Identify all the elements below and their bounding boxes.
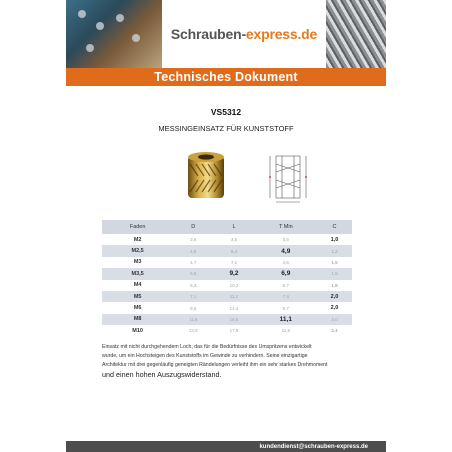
cell-c: 1,0 (330, 236, 339, 243)
cell-c: 1,5 (331, 259, 338, 265)
table-row (102, 302, 352, 313)
title-bar (66, 68, 386, 86)
table-row (102, 314, 352, 325)
description-line: Einsatz mit nicht durchgehendem Loch, das für die Bedürfnisse des Umspritzens entwickelt (102, 344, 312, 350)
support-email-link[interactable]: kundendienst@schrauben-express.de (259, 443, 368, 450)
header (66, 0, 386, 68)
description-line: Architektur mit drei gegenläufig geneigten Rändelungen verleiht ihm ein sehr starkes Drehmoment (102, 362, 328, 368)
cell-c: 3,0 (317, 314, 352, 325)
table-header-row (102, 220, 352, 234)
document-subtitle: MESSINGEINSATZ FÜR KUNSTSTOFF (158, 124, 294, 133)
cell-t: 4,6 (282, 259, 289, 265)
brand-main-text: Schrauben- (170, 26, 246, 42)
footer (66, 441, 386, 452)
brass-insert-photo (182, 150, 230, 202)
cell-c: 2,0 (330, 305, 339, 312)
header-faden: Faden (102, 220, 173, 234)
cell-t: 6,7 (282, 282, 289, 288)
table-row (102, 257, 352, 268)
cell-l: 11,2 (213, 291, 254, 302)
table-row (102, 325, 352, 336)
cell-l: 9,2 (213, 268, 254, 279)
cell-faden: M2 (133, 236, 142, 243)
table-row (102, 291, 352, 302)
technical-drawing (262, 150, 316, 204)
cell-faden: M6 (133, 305, 142, 312)
cell-d: 4,7 (190, 259, 197, 265)
cell-t: 11,1 (255, 314, 317, 325)
table-row (102, 245, 352, 256)
cell-l: 7,1 (230, 259, 238, 265)
cell-faden: M4 (133, 282, 142, 289)
cell-faden: M10 (132, 327, 143, 334)
cell-l: 17,9 (229, 328, 239, 334)
table-row (102, 280, 352, 291)
cell-t: 4,9 (255, 245, 317, 256)
table-row (102, 268, 352, 279)
cell-d: 13,6 (188, 328, 198, 334)
cell-l: 16,5 (213, 314, 254, 325)
cell-faden: M5 (102, 291, 173, 302)
cell-faden: M8 (102, 314, 173, 325)
cell-t: 3,5 (282, 237, 289, 243)
cell-d: 8,6 (190, 305, 197, 311)
cell-t: 9,7 (282, 305, 289, 311)
brand-logo[interactable] (162, 0, 326, 68)
cell-c: 3,4 (331, 328, 338, 334)
table-body (102, 234, 352, 337)
cell-d: 6,3 (190, 282, 197, 288)
cell-faden: M2,5 (102, 245, 173, 256)
cell-t: 7,4 (255, 291, 317, 302)
table-row (102, 234, 352, 245)
header-l: L (213, 220, 254, 234)
cell-c: 1,5 (317, 268, 352, 279)
header-d: D (173, 220, 213, 234)
cell-d: 11,6 (173, 314, 213, 325)
document-page (66, 0, 386, 452)
description-line: wurde, um ein Hochsteigen des Kunststoffs im Gewinde zu verhindern. Seine einzigartige (102, 353, 308, 359)
cell-faden: M3 (133, 259, 142, 266)
header-photo-screws (326, 0, 386, 68)
cell-l: 3,5 (230, 237, 238, 243)
cell-t: 6,9 (255, 268, 317, 279)
cell-l: 14,4 (229, 305, 239, 311)
document-id: VS5312 (210, 107, 242, 117)
cell-c: 1,2 (317, 245, 352, 256)
cell-l: 6,4 (213, 245, 254, 256)
header-photo-tools (66, 0, 162, 68)
cell-faden: M3,5 (102, 268, 173, 279)
header-t-min: T Min (255, 220, 317, 234)
header-c: C (317, 220, 352, 234)
cell-t: 11,9 (281, 328, 291, 334)
description-line: und einen hohen Auszugswiderstand. (102, 370, 222, 379)
specification-table (102, 220, 352, 337)
brand-accent-text: express.de (245, 26, 318, 42)
cell-d: 3,6 (190, 237, 197, 243)
product-description (102, 343, 364, 379)
cell-d: 7,1 (173, 291, 213, 302)
cell-d: 4,5 (173, 245, 213, 256)
page-title: Technisches Dokument (154, 70, 298, 84)
cell-c: 1,8 (331, 282, 338, 288)
cell-l: 10,2 (229, 282, 239, 288)
cell-d: 5,5 (173, 268, 213, 279)
cell-c: 2,0 (317, 291, 352, 302)
